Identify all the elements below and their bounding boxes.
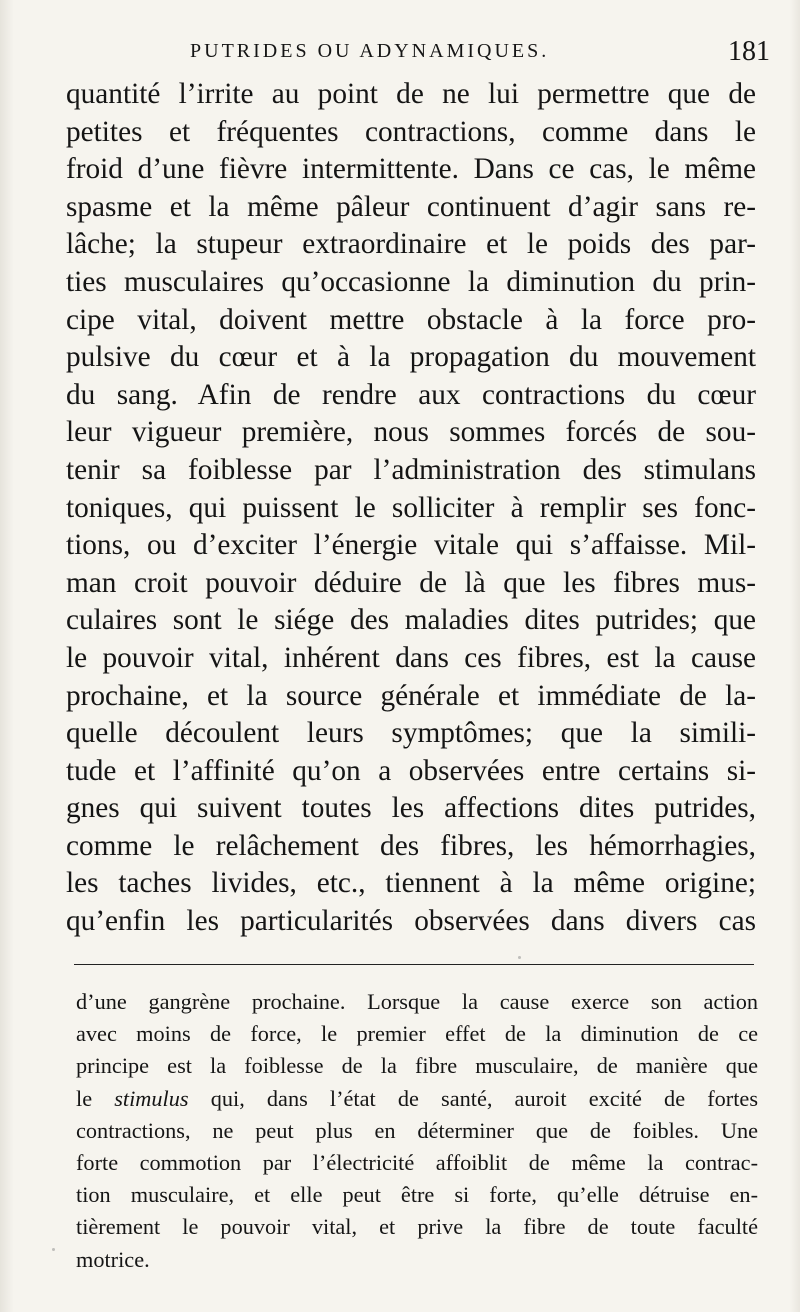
footnote-text: le [76,1085,115,1111]
footnote-line: principe est la foiblesse de la fibre musculaire, de manière que [76,1053,758,1079]
text-line: tions, ou d’exciter l’énergie vitale qui s’affaisse. Mil- [66,529,756,562]
page-header [70,36,770,74]
footnote-line: tièrement le pouvoir vital, et prive la fibre de toute faculté [76,1214,758,1240]
ink-speck [518,956,521,959]
text-line: petites et fréquentes contractions, comme dans le [66,115,756,148]
text-line: lâche; la stupeur extraordinaire et le poids des par- [66,228,756,261]
text-line: pulsive du cœur et à la propagation du mouvement [66,341,756,374]
text-line: cipe vital, doivent mettre obstacle à la force pro- [66,303,756,336]
footnote-line: d’une gangrène prochaine. Lorsque la cause exerce son action [76,989,758,1014]
footnote-line: motrice. [76,1246,150,1272]
text-line: ties musculaires qu’occasionne la diminution du prin- [66,265,756,298]
text-line: quelle découlent leurs symptômes; que la simili- [66,717,756,750]
text-line: toniques, qui puissent le solliciter à remplir ses fonc- [66,491,756,524]
text-line: qu’enfin les particularités observées dans divers cas [66,905,756,938]
footnote-line: tion musculaire, et elle peut être si forte, qu’elle détruise en- [76,1182,758,1208]
text-line: prochaine, et la source générale et immédiate de la- [66,679,756,712]
footnote-line [76,1083,758,1115]
ink-speck [52,1248,55,1251]
text-line: man croit pouvoir déduire de là que les fibres mus- [66,566,756,599]
text-line: leur vigueur première, nous sommes forcés de sou- [66,416,756,449]
text-line: le pouvoir vital, inhérent dans ces fibres, est la cause [66,641,756,674]
text-line: froid d’une fièvre intermittente. Dans ce cas, le même [66,153,756,186]
text-line: tude et l’affinité qu’on a observées entre certains si- [66,754,756,787]
italic-term: stimulus [114,1085,189,1111]
page-number: 181 [728,36,770,67]
running-head: PUTRIDES OU ADYNAMIQUES. [190,40,550,62]
footnote-rule [74,964,754,965]
text-line: tenir sa foiblesse par l’administration des stimulans [66,453,756,486]
text-line: culaires sont le siége des maladies dites putrides; que [66,604,756,637]
text-line: du sang. Afin de rendre aux contractions du cœur [66,378,756,411]
footnote-line: contractions, ne peut plus en déterminer que de foibles. Une [76,1117,758,1143]
text-line: quantité l’irrite au point de ne lui permettre que de [66,78,756,110]
footnote [76,986,758,1276]
main-text [66,76,756,941]
footnote-line: forte commotion par l’électricité affoiblit de même la contrac- [76,1149,758,1175]
text-line: comme le relâchement des fibres, les hémorrhagies, [66,829,756,862]
text-line: les taches livides, etc., tiennent à la même origine; [66,867,756,900]
footnote-line: avec moins de force, le premier effet de la diminution de ce [76,1021,758,1047]
text-line: spasme et la même pâleur continuent d’agir sans re- [66,190,756,223]
text-line: gnes qui suivent toutes les affections dites putrides, [66,792,756,825]
footnote-text: qui, dans l’état de santé, auroit excité de fortes [188,1085,758,1111]
